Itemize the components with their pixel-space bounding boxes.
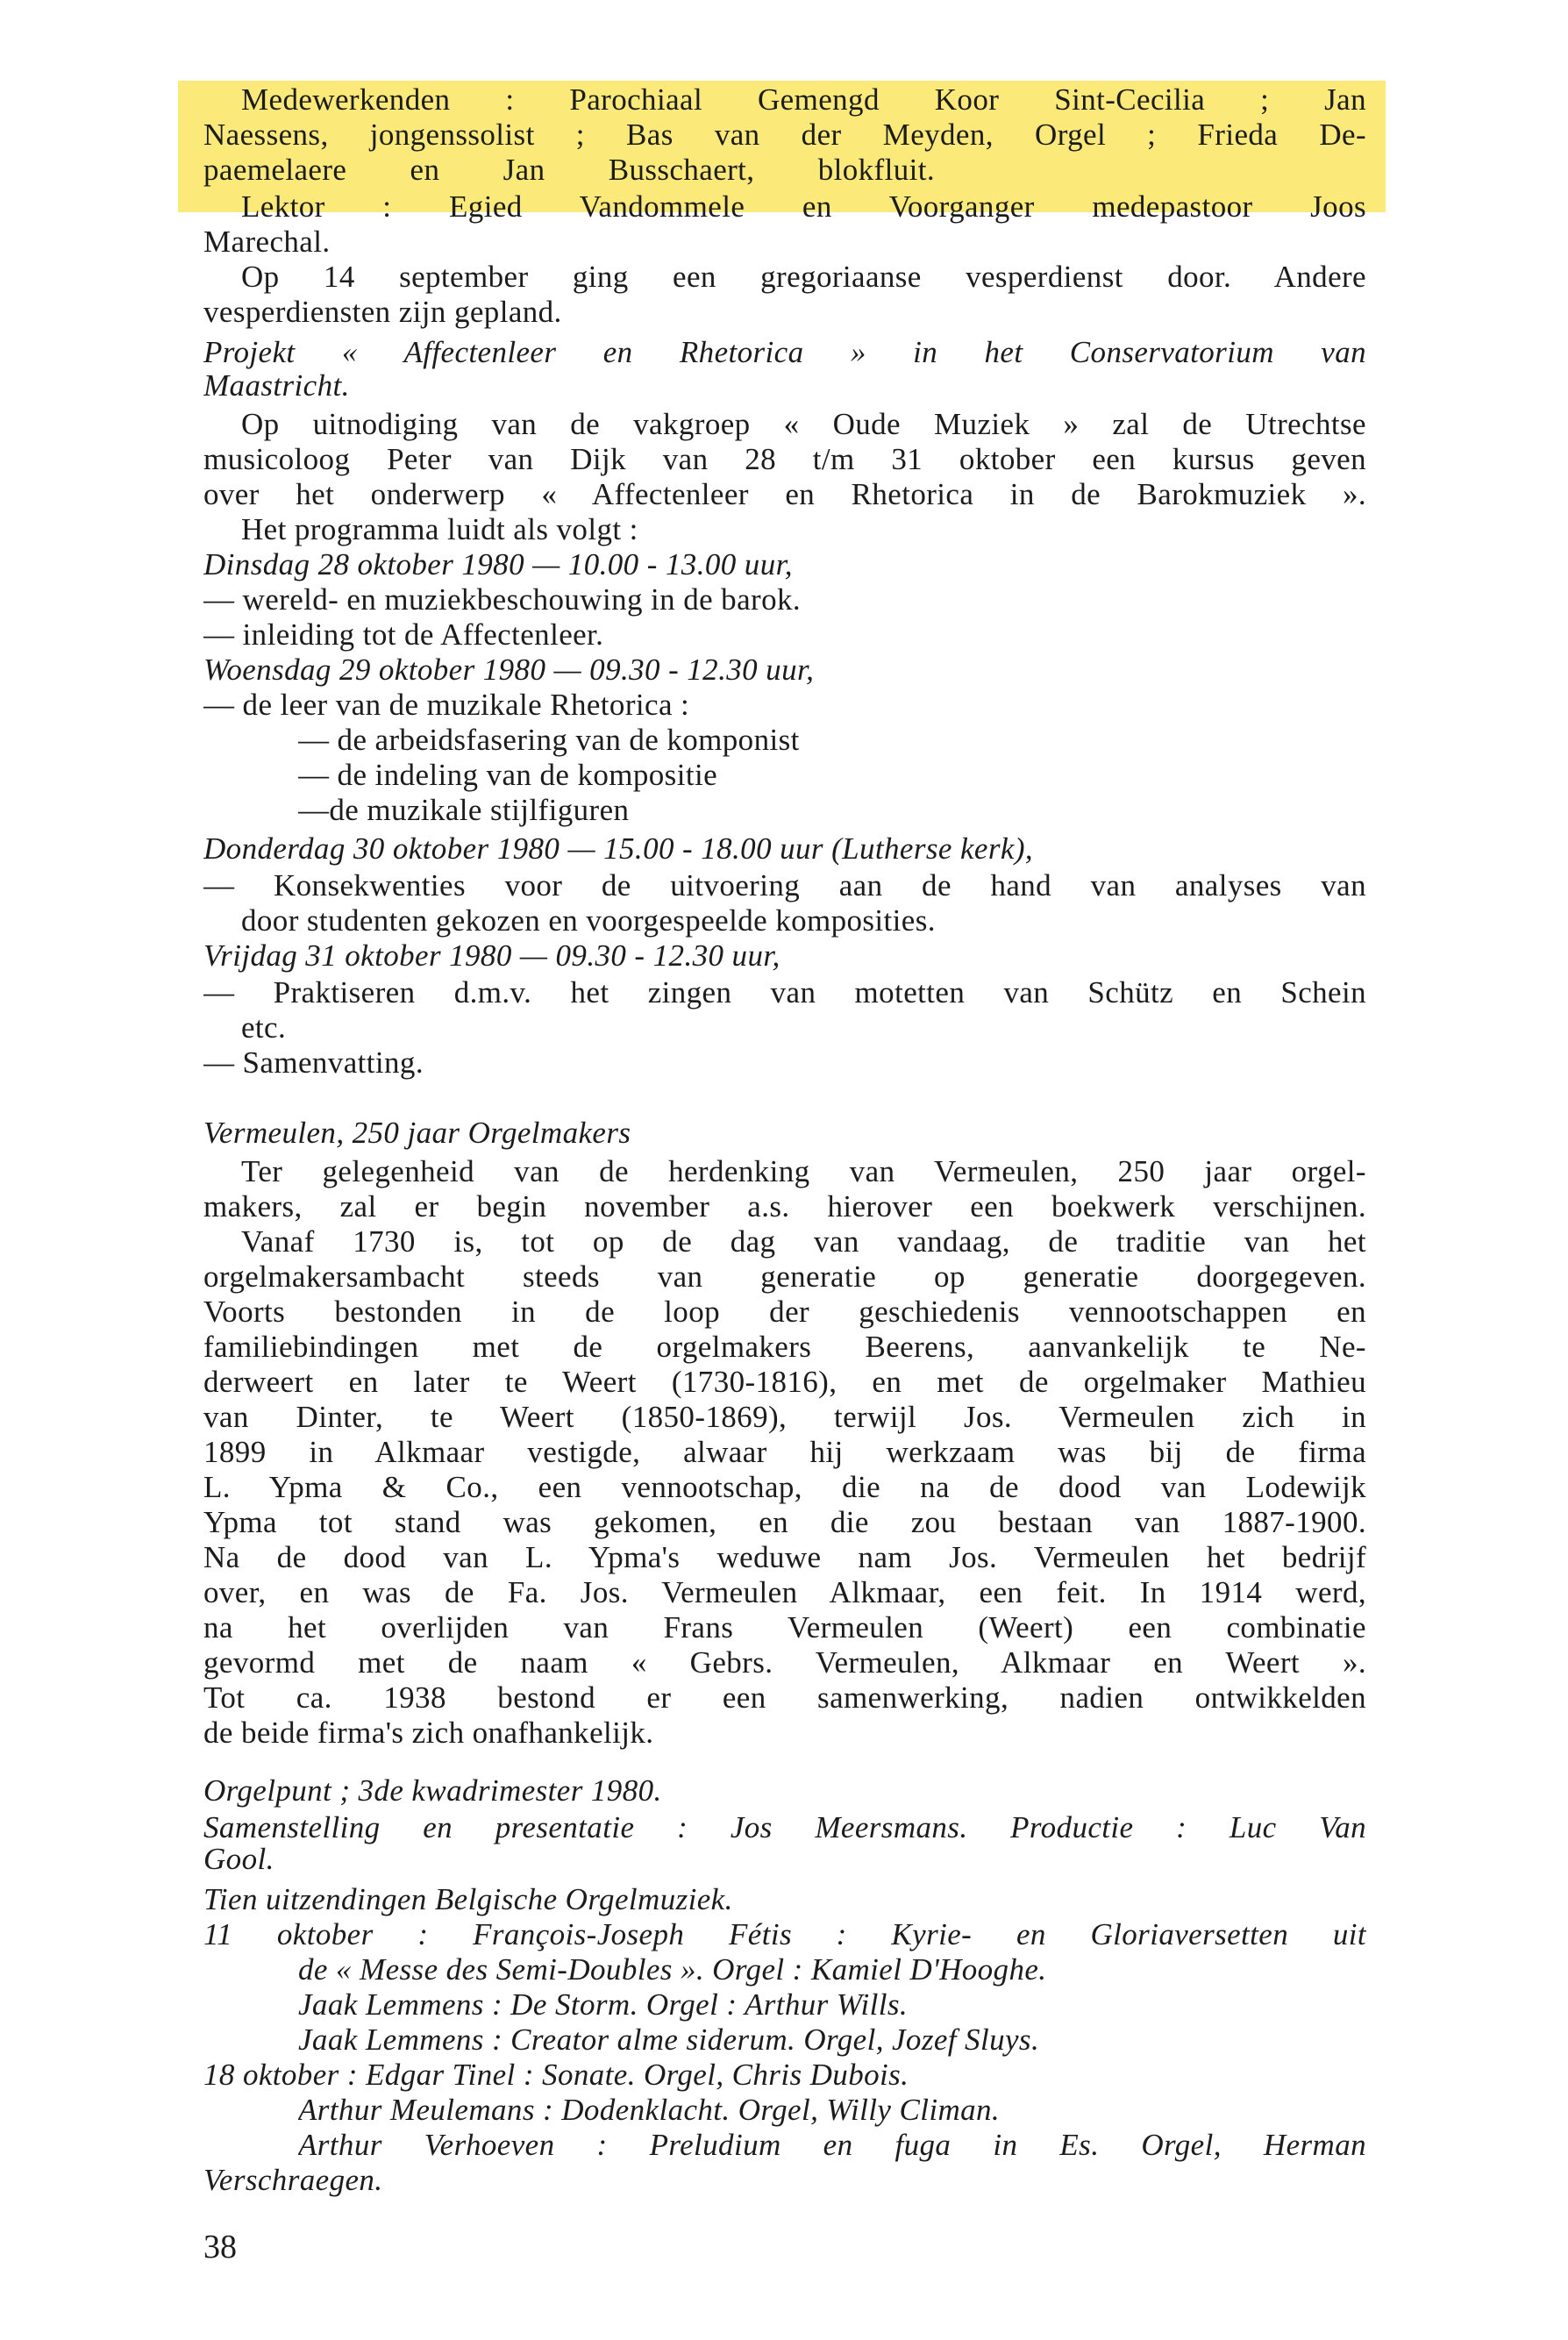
text-line: paemelaere en Jan Busschaert, blokfluit.	[203, 153, 935, 187]
text-line: — de arbeidsfasering van de komponist	[298, 723, 800, 757]
text-line: Het programma luidt als volgt :	[241, 512, 638, 546]
text-line: Lektor : Egied Vandommele en Voorganger medepastoor Joos	[241, 189, 1366, 224]
text-line: Tot ca. 1938 bestond er een samenwerking, nadien ontwikkelden	[203, 1680, 1366, 1715]
text-line: 18 oktober : Edgar Tinel : Sonate. Orgel, Chris Dubois.	[203, 2058, 909, 2092]
text-line: 11 oktober : François-Joseph Fétis : Kyrie- en Gloriaversetten uit	[203, 1917, 1366, 1951]
text-line: over, en was de Fa. Jos. Vermeulen Alkmaar, een feit. In 1914 werd,	[203, 1575, 1366, 1609]
text-line: Dinsdag 28 oktober 1980 — 10.00 - 13.00 uur,	[203, 547, 793, 581]
text-line: Ter gelegenheid van de herdenking van Vermeulen, 250 jaar orgel-	[241, 1154, 1366, 1188]
text-line: Maastricht.	[203, 368, 350, 403]
text-line: Arthur Meulemans : Dodenklacht. Orgel, Willy Climan.	[298, 2093, 1001, 2127]
text-line: de beide firma's zich onafhankelijk.	[203, 1716, 654, 1750]
text-line: Donderdag 30 oktober 1980 — 15.00 - 18.00 uur (Lutherse kerk),	[203, 831, 1034, 866]
text-line: Ypma tot stand was gekomen, en die zou bestaan van 1887-1900.	[203, 1505, 1366, 1539]
text-line: 1899 in Alkmaar vestigde, alwaar hij werkzaam was bij de firma	[203, 1435, 1366, 1469]
text-line: musicoloog Peter van Dijk van 28 t/m 31 oktober een kursus geven	[203, 442, 1366, 476]
text-line: Medewerkenden : Parochiaal Gemengd Koor Sint-Cecilia ; Jan	[241, 82, 1366, 117]
text-line: Projekt « Affectenleer en Rhetorica » in het Conservatorium van	[203, 335, 1366, 369]
text-line: na het overlijden van Frans Vermeulen (Weert) een combinatie	[203, 1610, 1366, 1644]
text-line: over het onderwerp « Affectenleer en Rhetorica in de Barokmuziek ».	[203, 477, 1366, 511]
text-line: Gool.	[203, 1842, 274, 1876]
text-line: etc.	[241, 1010, 287, 1045]
text-line: Na de dood van L. Ypma's weduwe nam Jos. Vermeulen het bedrijf	[203, 1540, 1366, 1574]
text-line: makers, zal er begin november a.s. hierover een boekwerk verschijnen.	[203, 1189, 1366, 1224]
text-line: vesperdiensten zijn gepland.	[203, 295, 562, 329]
text-line: Op uitnodiging van de vakgroep « Oude Muziek » zal de Utrechtse	[241, 407, 1366, 441]
text-line: Marechal.	[203, 225, 331, 259]
text-line: gevormd met de naam « Gebrs. Vermeulen, Alkmaar en Weert ».	[203, 1645, 1366, 1680]
text-line: Vermeulen, 250 jaar Orgelmakers	[203, 1116, 631, 1150]
text-line: — Praktiseren d.m.v. het zingen van motetten van Schütz en Schein	[203, 975, 1366, 1009]
text-line: — Konsekwenties voor de uitvoering aan de hand van analyses van	[203, 868, 1366, 902]
text-line: van Dinter, te Weert (1850-1869), terwijl Jos. Vermeulen zich in	[203, 1400, 1366, 1434]
text-line: Jaak Lemmens : De Storm. Orgel : Arthur Wills.	[298, 1987, 909, 2022]
text-line: Tien uitzendingen Belgische Orgelmuziek.	[203, 1882, 733, 1916]
text-line: orgelmakersambacht steeds van generatie op generatie doorgegeven.	[203, 1259, 1366, 1294]
text-line: — Samenvatting.	[203, 1045, 424, 1080]
text-line: Verschraegen.	[203, 2163, 383, 2197]
text-line: Naessens, jongenssolist ; Bas van der Meyden, Orgel ; Frieda De-	[203, 118, 1366, 152]
text-line: door studenten gekozen en voorgespeelde komposities.	[241, 903, 936, 938]
text-line: L. Ypma & Co., een vennootschap, die na de dood van Lodewijk	[203, 1470, 1366, 1504]
text-line: familiebindingen met de orgelmakers Beerens, aanvankelijk te Ne-	[203, 1330, 1366, 1364]
text-line: Jaak Lemmens : Creator alme siderum. Orgel, Jozef Sluys.	[298, 2023, 1040, 2057]
text-line: Arthur Verhoeven : Preludium en fuga in Es. Orgel, Herman	[298, 2128, 1366, 2162]
text-line: Op 14 september ging een gregoriaanse vesperdienst door. Andere	[241, 260, 1366, 294]
text-line: — de indeling van de kompositie	[298, 758, 718, 792]
text-line: — de leer van de muzikale Rhetorica :	[203, 688, 690, 722]
text-line: Woensdag 29 oktober 1980 — 09.30 - 12.30 uur,	[203, 653, 815, 687]
text-line: — inleiding tot de Affectenleer.	[203, 617, 604, 652]
page-number: 38	[203, 2229, 237, 2265]
text-line: Vanaf 1730 is, tot op de dag van vandaag, de traditie van het	[241, 1224, 1366, 1259]
text-line: Orgelpunt ; 3de kwadrimester 1980.	[203, 1773, 662, 1808]
text-line: Samenstelling en presentatie : Jos Meersmans. Productie : Luc Van	[203, 1810, 1366, 1844]
text-line: —de muzikale stijlfiguren	[298, 793, 630, 827]
text-line: derweert en later te Weert (1730-1816), en met de orgelmaker Mathieu	[203, 1365, 1366, 1399]
text-line: Voorts bestonden in de loop der geschiedenis vennootschappen en	[203, 1295, 1366, 1329]
text-line: de « Messe des Semi-Doubles ». Orgel : Kamiel D'Hooghe.	[298, 1952, 1047, 1987]
text-line: Vrijdag 31 oktober 1980 — 09.30 - 12.30 uur,	[203, 938, 780, 973]
text-line: — wereld- en muziekbeschouwing in de barok.	[203, 582, 802, 617]
